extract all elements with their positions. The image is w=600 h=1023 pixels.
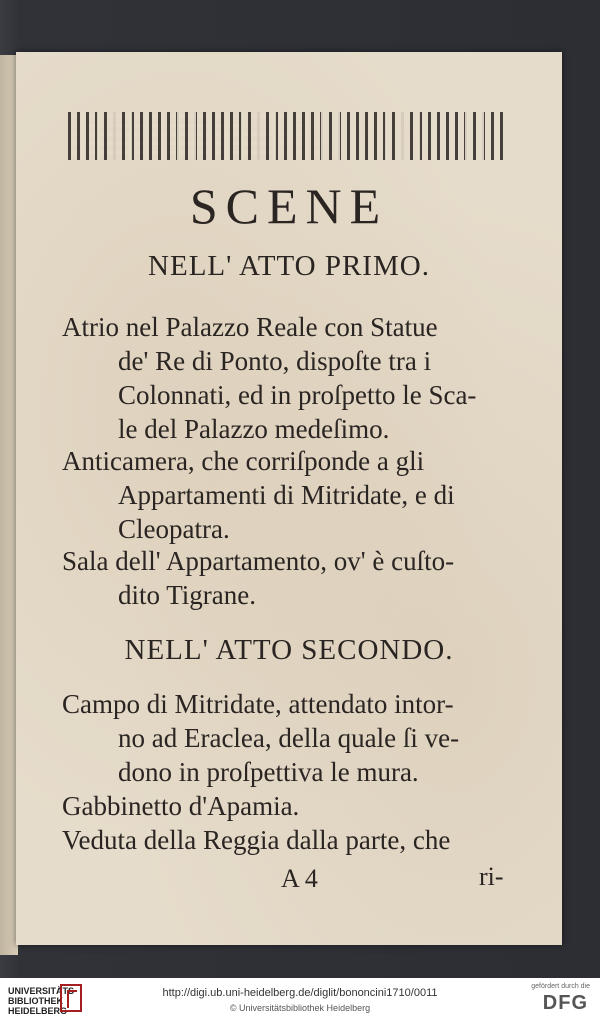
entry-line: no ad Eraclea, della quale ſi ve- (118, 723, 460, 753)
book-page (16, 52, 562, 945)
entry-line: Atrio nel Palazzo Reale con Statue (62, 312, 438, 342)
act2-entry-3 (62, 823, 510, 857)
entry-line: Cleopatra. (118, 514, 230, 544)
act1-heading: NELL' ATTO PRIMO. (148, 250, 430, 282)
entry-line: Sala dell' Appartamento, ov' è cuſto- (62, 546, 455, 576)
catchword: ri- (479, 862, 504, 891)
entry-line: dono in proſpettiva le mura. (118, 757, 419, 787)
library-name: UNIVERSITÄTS- BIBLIOTHEK HEIDELBERG (8, 986, 78, 1016)
page-title: SCENE (189, 178, 389, 234)
entry-line: Appartamenti di Mitridate, e di (118, 480, 455, 510)
viewer-footer (0, 978, 600, 1023)
entry-line: Gabbinetto d'Apamia. (62, 791, 300, 821)
entry-line: Campo di Mitridate, attendato intor- (62, 689, 454, 719)
act1-entry-2 (62, 444, 510, 546)
entry-line: dito Tigrane. (118, 580, 257, 610)
act2-entry-1 (62, 687, 510, 789)
dfg-logo[interactable]: DFG (542, 992, 588, 1014)
entry-line: Colonnati, ed in proſpetto le Sca- (118, 380, 477, 410)
act1-entry-1 (62, 310, 510, 446)
copyright-notice: © Universitätsbibliothek Heidelberg (229, 1003, 371, 1013)
ornament-band-overlay (68, 112, 508, 160)
act1-entry-3 (62, 544, 510, 612)
entry-line: Veduta della Reggia dalla parte, che (62, 825, 451, 855)
funding-note: gefördert durch die (531, 983, 590, 990)
entry-line: Anticamera, che corriſponde a gli (62, 446, 425, 476)
signature-mark: A 4 (281, 864, 318, 893)
entry-line: le del Palazzo medeſimo. (118, 414, 390, 444)
act2-heading: NELL' ATTO SECONDO. (124, 634, 454, 666)
act2-entry-2 (62, 789, 510, 823)
entry-line: de' Re di Ponto, dispoſte tra i (118, 346, 432, 376)
permalink[interactable]: http://digi.ub.uni-heidelberg.de/diglit/bononcini1710/0011 (162, 987, 438, 999)
